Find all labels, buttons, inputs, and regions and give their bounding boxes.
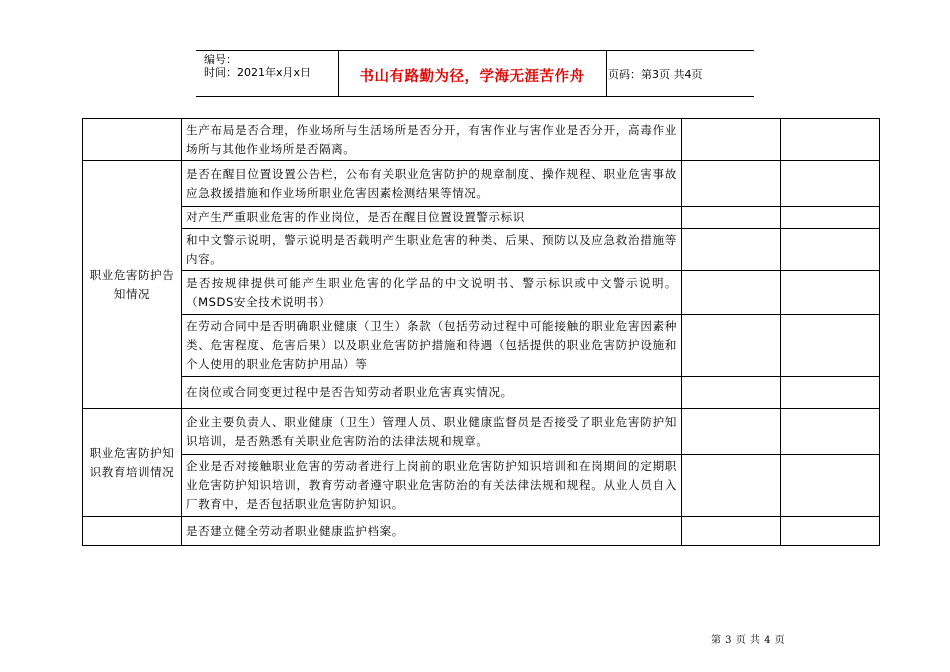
number-label: 编号： [204, 53, 237, 66]
item-cell: 在劳动合同中是否明确职业健康（卫生）条款（包括劳动过程中可能接触的职业危害因素种类、危害程度、危害后果）以及职业危害防护措施和待遇（包括提供的职业危害防护设施和个人使用的职业危害防护用品）等 [182, 315, 682, 377]
empty-cell [682, 161, 781, 207]
item-cell: 是否按规律提供可能产生职业危害的化学品的中文说明书、警示标识或中文警示说明。（MSDS安全技术说明书） [182, 271, 682, 315]
item-cell: 生产布局是否合理，作业场所与生活场所是否分开，有害作业与害作业是否分开，高毒作业场所与其他作业场所是否隔离。 [182, 119, 682, 161]
empty-cell [781, 315, 880, 377]
empty-cell [781, 455, 880, 517]
category-cell [83, 517, 182, 546]
table-row [83, 377, 880, 409]
empty-cell [781, 207, 880, 229]
table-row [83, 315, 880, 377]
empty-cell [682, 207, 781, 229]
category-cell: 职业危害防护告知情况 [83, 161, 182, 409]
item-cell: 企业主要负责人、职业健康（卫生）管理人员、职业健康监督员是否接受了职业危害防护知识培训，是否熟悉有关职业危害防治的法律法规和规章。 [182, 409, 682, 455]
empty-cell [781, 517, 880, 546]
empty-cell [781, 229, 880, 271]
footer-page-number: 第 3 页 共 4 页 [711, 635, 786, 646]
item-cell: 是否建立健全劳动者职业健康监护档案。 [182, 517, 682, 546]
empty-cell [682, 271, 781, 315]
page-header [196, 50, 754, 97]
item-cell: 对产生严重职业危害的作业岗位，是否在醒目位置设置警示标识 [182, 207, 682, 229]
time-label: 时间：2021年x月x日 [204, 66, 312, 79]
empty-cell [682, 229, 781, 271]
header-divider [338, 51, 339, 96]
header-page-info: 页码：第3页 共4页 [608, 68, 703, 81]
motto: 书山有路勤为径，学海无涯苦作舟 [359, 68, 585, 85]
table-row [83, 271, 880, 315]
empty-cell [682, 377, 781, 409]
item-cell: 是否在醒目位置设置公告栏，公布有关职业危害防护的规章制度、操作规程、职业危害事故应急救援措施和作业场所职业危害因素检测结果等情况。 [182, 161, 682, 207]
empty-cell [781, 271, 880, 315]
empty-cell [781, 119, 880, 161]
empty-cell [682, 409, 781, 455]
empty-cell [682, 455, 781, 517]
item-cell: 企业是否对接触职业危害的劳动者进行上岗前的职业危害防护知识培训和在岗期间的定期职业危害防护知识培训，教育劳动者遵守职业危害防治的有关法律法规和规程。从业人员自入厂教育中，是否包括职业危害防护知识。 [182, 455, 682, 517]
table-row [83, 119, 880, 161]
category-cell: 职业危害防护知识教育培训情况 [83, 409, 182, 517]
empty-cell [781, 377, 880, 409]
category-cell [83, 119, 182, 161]
table-row [83, 207, 880, 229]
table-row [83, 455, 880, 517]
header-divider [606, 51, 607, 96]
empty-cell [781, 161, 880, 207]
empty-cell [781, 409, 880, 455]
empty-cell [682, 517, 781, 546]
table-row [83, 517, 880, 546]
table-row [83, 229, 880, 271]
inspection-table [82, 118, 880, 546]
item-cell: 和中文警示说明，警示说明是否载明产生职业危害的种类、后果、预防以及应急救治措施等内容。 [182, 229, 682, 271]
item-cell: 在岗位或合同变更过程中是否告知劳动者职业危害真实情况。 [182, 377, 682, 409]
empty-cell [682, 119, 781, 161]
empty-cell [682, 315, 781, 377]
table-row [83, 161, 880, 207]
table-row [83, 409, 880, 455]
